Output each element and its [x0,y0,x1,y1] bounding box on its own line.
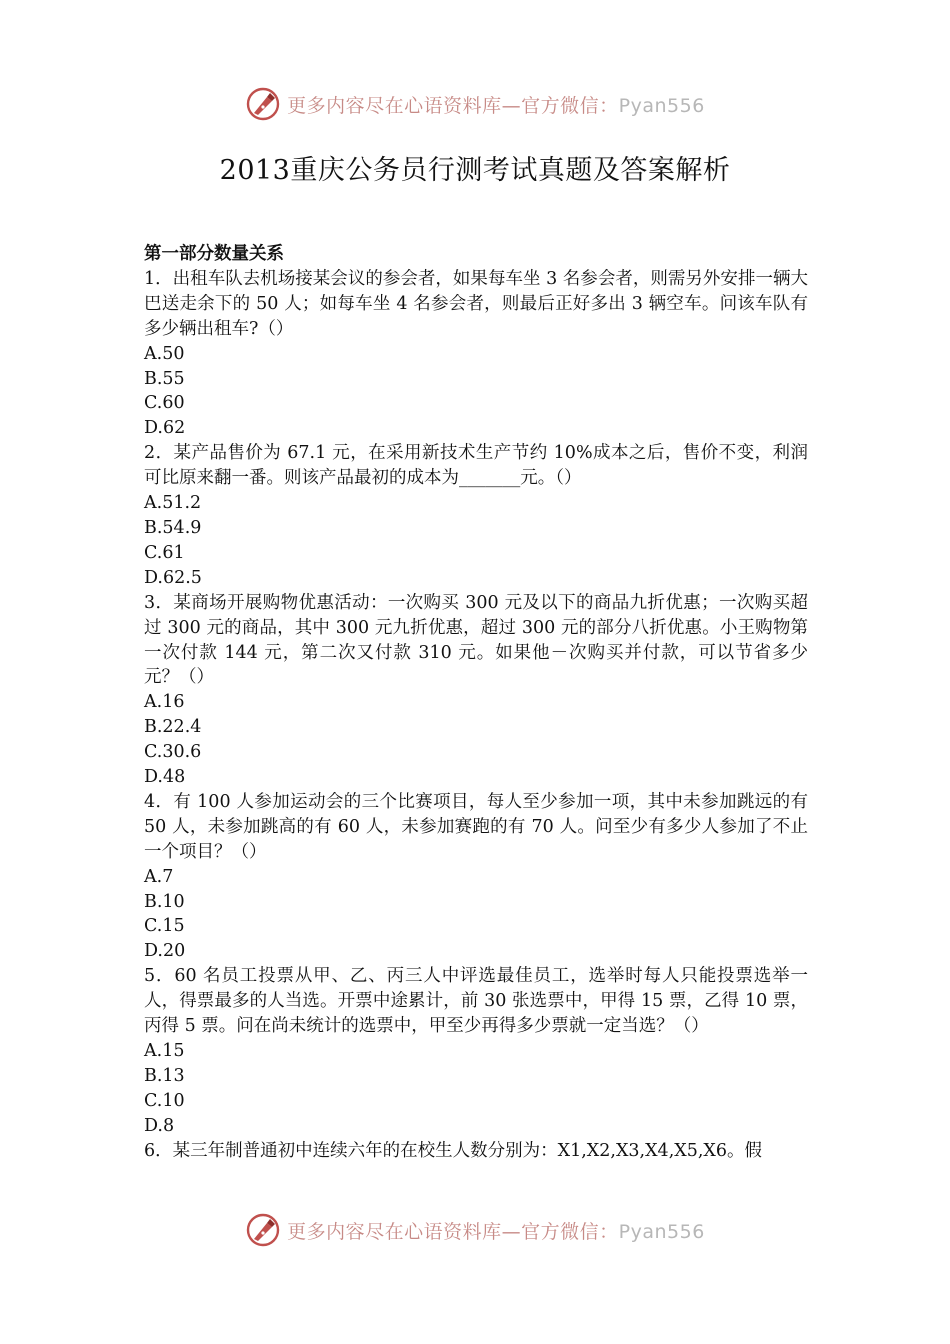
answer-option: C.30.6 [144,742,202,763]
banner-slogan: 更多内容尽在心语资料库—官方微信： [287,1220,619,1243]
answer-option: A.16 [144,692,185,713]
document-body [144,242,808,1164]
answer-option: C.60 [144,393,185,414]
answer-option: D.20 [144,941,186,962]
header-banner [0,84,950,124]
answer-option: D.62.5 [144,567,202,588]
question-text: 1．出租车队去机场接某会议的参会者，如果每车坐 3 名参会者，则需另外安排一辆大巴送走余下的 50 人；如每车坐 4 名参会者，则最后正好多出 3 辆空车。问该车队有多少辆出租车?（） [144,268,808,339]
question-text: 3．某商场开展购物优惠活动：一次购买 300 元及以下的商品九折优惠；一次购买超过 300 元的商品，其中 300 元九折优惠，超过 300 元的部分八折优惠。小王购物第一次付款 144 元，第二次又付款 310 元。如果他－次购买并付款，可以节省多少元？（） [144,592,808,688]
answer-option: B.10 [144,891,185,912]
pen-nib-logo-icon [245,86,281,122]
document-title: 2013重庆公务员行测考试真题及答案解析 [219,155,731,186]
answer-option: A.15 [144,1041,185,1061]
footer-banner [0,1210,950,1250]
question-text: 2．某产品售价为 67.1 元，在采用新技术生产节约 10%成本之后，售价不变，利润可比原来翻一番。则该产品最初的成本为_______元。（） [144,443,808,489]
answer-option: D.48 [144,767,186,788]
answer-option: B.55 [144,368,185,389]
answer-option: A.50 [144,343,185,364]
header-banner-text [287,91,705,118]
answer-option: B.13 [144,1065,185,1086]
wechat-id: Pyan556 [618,94,705,117]
question-text: 5．60 名员工投票从甲、乙、丙三人中评选最佳员工，选举时每人只能投票选举一人，得票最多的人当选。开票中途累计，前 30 张选票中，甲得 15 票，乙得 10 票，丙得 5 票。问在尚未统计的选票中，甲至少再得多少票就一定当选？（） [144,966,808,1037]
question-block [144,790,808,964]
answer-option: A.51.2 [144,493,202,514]
question-text: 4．有 100 人参加运动会的三个比赛项目，每人至少参加一项，其中未参加跳远的有 50 人，未参加跳高的有 60 人，未参加赛跑的有 70 人。问至少有多少人参加了不止一个项目？（） [144,791,808,862]
answer-option: A.7 [144,866,174,887]
section-heading: 第一部分数量关系 [144,244,284,264]
answer-option: C.15 [144,916,185,937]
question-text-partial: 6．某三年制普通初中连续六年的在校生人数分别为：X1,X2,X3,X4,X5,X6。假 [144,1140,763,1161]
banner-slogan: 更多内容尽在心语资料库—官方微信： [287,94,619,117]
question-block [144,441,808,590]
answer-option: B.22.4 [144,717,202,738]
answer-option: B.54.9 [144,517,202,538]
wechat-id: Pyan556 [618,1220,705,1243]
answer-option: C.10 [144,1090,185,1111]
question-block [144,964,808,1138]
pen-nib-logo-icon [245,1212,281,1248]
question-block [144,591,808,790]
answer-option: D.8 [144,1115,175,1136]
footer-banner-text [287,1217,705,1244]
answer-option: C.61 [144,542,185,563]
question-block [144,267,808,441]
answer-option: D.62 [144,418,186,439]
